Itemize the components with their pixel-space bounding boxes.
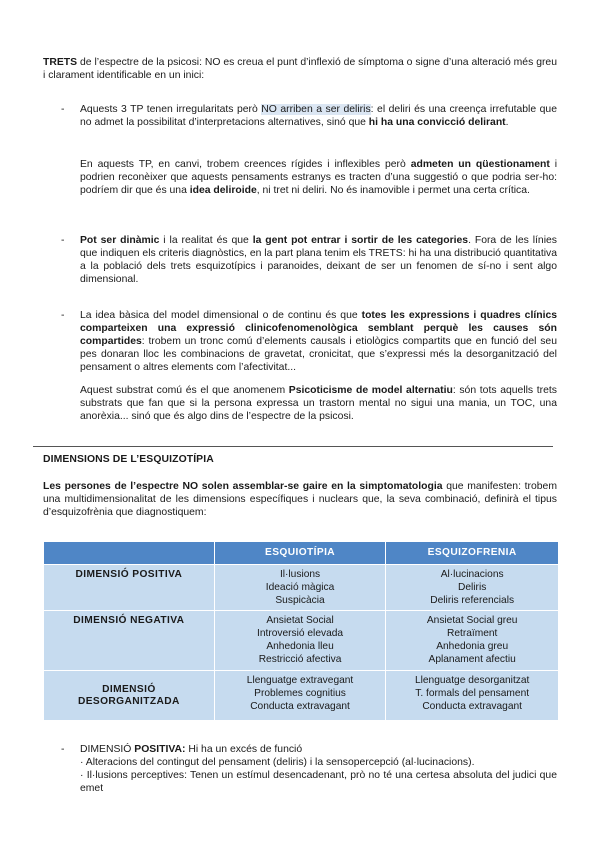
bullet-dash: - — [61, 104, 65, 115]
cell-line: Al·lucinacions — [440, 569, 504, 580]
intro-paragraph — [43, 56, 557, 82]
table-header-empty — [44, 542, 215, 565]
bullet1-text-b: : el deliri és una creença irrefutable que no admet la possibilitat d’interpretacions alternatives, sinó que — [80, 104, 557, 129]
cell-line: Deliris — [458, 581, 487, 593]
bullet1-p2-bold2: idea deliroide — [189, 185, 257, 197]
bullet-dash: - — [61, 310, 65, 321]
cell-line: Deliris referencials — [430, 594, 515, 606]
cell-line: Anhedonia lleu — [266, 640, 334, 652]
bullet4-line — [80, 743, 557, 756]
cell-line: Aplanament afectiu — [428, 653, 516, 665]
table-cell — [214, 611, 386, 671]
cell-line: Ansietat Social greu — [426, 615, 518, 627]
cell-line: Llenguatge desorganitzat — [414, 675, 530, 687]
bullet4-sub2: · Il·lusions perceptives: Tenen un estímul desencadenant, prò no té una certesa absoluta del judici que emet — [80, 770, 557, 795]
bullet4-sub1: · Alteracions del contingut del pensament (deliris) i la sensopercepció (al·lucinacions). — [80, 757, 475, 768]
intro-bold-lead: TRETS — [43, 57, 78, 68]
bullet1-paragraph2 — [80, 158, 557, 197]
section-intro-bold: Les persones de l’espectre NO solen assemblar-se gaire en la simptomatologia — [43, 481, 443, 492]
bullet4-lead: DIMENSIÓ — [80, 744, 135, 755]
cell-line: Suspicàcia — [275, 594, 325, 606]
bullet3-text-a: La idea bàsica del model dimensional o de continu és que — [80, 310, 362, 321]
row-label-negative — [44, 611, 215, 671]
cell-line: Introversió elevada — [257, 628, 344, 640]
table-cell — [386, 565, 559, 611]
highlighted-text: NO arriben a ser deliris — [261, 104, 371, 115]
cell-line: Retraïment — [446, 628, 498, 640]
cell-line: Ansietat Social — [266, 615, 334, 627]
cell-line: Conducta extravagant — [250, 700, 350, 712]
bullet1-text-a: Aquests 3 TP tenen irregularitats però — [80, 104, 262, 115]
row-label-line: DIMENSIÓ POSITIVA — [75, 569, 183, 580]
bullet3-p2-bold: Psicoticisme de model alternatiu — [288, 385, 453, 396]
table-row — [44, 565, 559, 611]
bullet4-text: Hi ha un excés de funció — [185, 744, 303, 755]
table-cell — [214, 565, 386, 611]
dimensions-table — [43, 541, 559, 721]
bullet1-bold: hi ha una convicció delirant — [368, 117, 506, 129]
table-row — [44, 671, 559, 721]
cell-line: Restricció afectiva — [258, 653, 342, 665]
bullet3-bold: totes les expressions i quadres clínics comparteixen una expressió clinicofenomenològica semblant perquè les causes són compartides — [80, 310, 558, 348]
bullet2-paragraph — [80, 234, 557, 286]
bullet1-p2-bold1: admeten un qüestionament — [410, 159, 550, 170]
table-header-row — [44, 542, 559, 565]
bullet1-p2-text-a: En aquests TP, en canvi, trobem creences rígides i inflexibles però — [80, 159, 411, 170]
section-divider — [33, 446, 553, 447]
bullet-dash: - — [61, 744, 65, 755]
bullet2-bold1: Pot ser dinàmic — [80, 235, 160, 246]
section-intro-text: que manifesten: trobem una multidimensionalitat de les dimensions específiques i nuclears que, la seva combinació, definirà el tipus d’esquizofrènia que diagnostiquem: — [43, 481, 557, 519]
row-label-disorganized — [44, 671, 215, 721]
bullet4-bold: POSITIVA: — [134, 744, 186, 755]
section-intro-paragraph — [43, 480, 557, 519]
cell-line: Il·lusions — [279, 569, 321, 580]
table-row — [44, 611, 559, 671]
table-cell — [386, 671, 559, 721]
bullet3-paragraph2 — [80, 384, 557, 423]
row-label-line: DIMENSIÓ — [102, 683, 156, 695]
cell-line: T. formals del pensament — [415, 688, 530, 700]
bullet2-text-a: i la realitat és que — [159, 235, 253, 246]
bullet2-bold2: la gent pot entrar i sortir de les categories — [252, 235, 469, 246]
bullet1-text-end: . — [505, 117, 509, 129]
cell-line: Problemes cognitius — [254, 688, 346, 700]
bullet1-paragraph1 — [80, 103, 557, 129]
table-cell — [386, 611, 559, 671]
table-cell — [214, 671, 386, 721]
row-label-line: DESORGANITZADA — [77, 696, 180, 708]
bullet1-p2-text-c: , ni tret ni deliri. No és inamovible i permet una certa crítica. — [256, 185, 530, 197]
bullet2-text-b: . Fora de les línies que indiquen els criteris diagnòstics, en la part plana tenim els TRETS: hi ha una distribució quantitativa a la població dels trets esquizotípics i paranoides, deixant de ser un fenomen de sí-no i sent algo dimensional. — [80, 235, 557, 286]
cell-line: Anhedonia greu — [436, 640, 509, 652]
cell-line: Conducta extravagant — [422, 700, 522, 712]
section-heading: DIMENSIONS DE L’ESQUIZOTÍPIA — [43, 454, 214, 465]
bullet-dash: - — [61, 235, 65, 246]
bullet3-p2-text-b: : són tots aquells trets substrats que fan que si la persona expressa un trastorn mental no sigui una mania, un TOC, una anorèxia... sinó que és algo dins de l’espectre de la psicosi. — [80, 385, 558, 423]
intro-text: de l’espectre de la psicosi: NO es creua el punt d’inflexió de símptoma o signe d’una alteració més greu i clarament identificable en un inici: — [43, 57, 557, 82]
bullet1-p2-text-b: i podrien reconèixer que aquests pensaments estranys es tracten d’una suggestió o que podria ser-ho: podríem dir que és una — [80, 159, 557, 197]
bullet3-paragraph1 — [80, 309, 557, 374]
row-label-positive — [44, 565, 215, 611]
bullet3-p2-text-a: Aquest substrat comú és el que anomenem — [80, 385, 289, 396]
cell-line: Llenguatge extravegant — [246, 675, 354, 687]
row-label-line: DIMENSIÓ NEGATIVA — [73, 615, 185, 627]
table-header-esquiotipia: ESQUIOTÍPIA — [214, 542, 386, 565]
bullet3-text-b: : trobem un tronc comú d’elements causals i etiològics compartits que en funció del seu pes donaran lloc les combinacions de gravetat, cronicitat, que s’expressi més la desorganització del pensament o altres elements com l’afectivitat... — [80, 336, 557, 374]
table-header-esquizofrenia: ESQUIZOFRENIA — [386, 542, 559, 565]
cell-line: Ideació màgica — [265, 581, 335, 593]
